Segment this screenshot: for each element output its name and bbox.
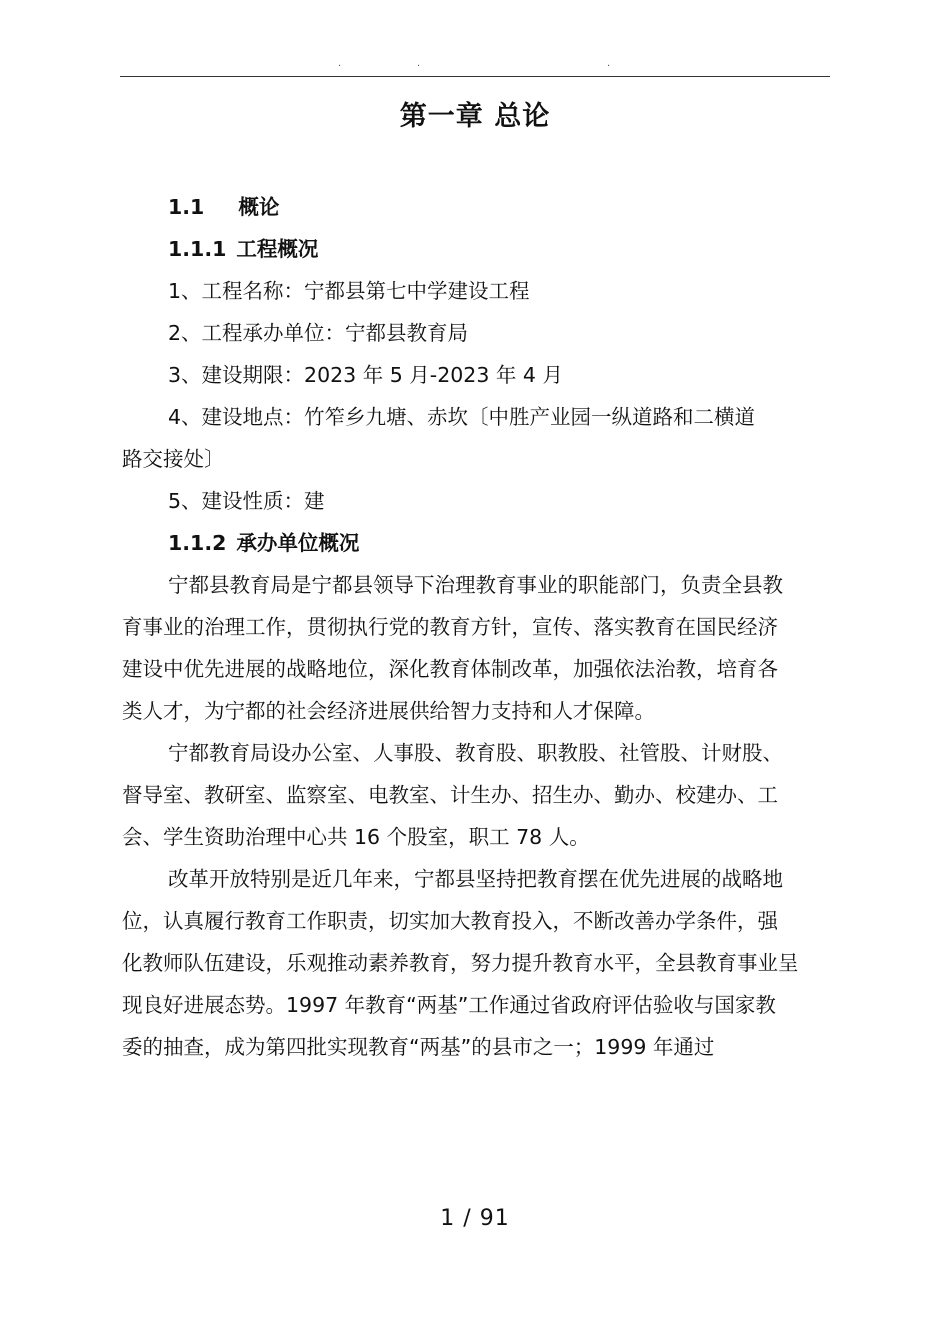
- paragraph-line: 委的抽查，成为第四批实现教育“两基”的县市之一；1999 年通过: [122, 1035, 715, 1059]
- chapter-title: 第一章 总论: [399, 101, 551, 132]
- paragraph-line: 改革开放特别是近几年来，宁都县坚持把教育摆在优先进展的战略地: [168, 867, 783, 891]
- section-number: 1.1.1: [168, 237, 227, 261]
- paragraph-line: 现良好进展态势。1997 年教育“两基”工作通过省政府评估验收与国家教: [122, 993, 776, 1017]
- header-dots: [120, 58, 830, 74]
- paragraph-line: 化教师队伍建设，乐观推动素养教育，努力提升教育水平，全县教育事业呈: [122, 951, 799, 975]
- page-number: 1 / 91: [440, 1206, 510, 1231]
- list-item-project-name: 1、工程名称：宁都县第七中学建设工程: [168, 279, 530, 303]
- list-item-location-continued: 路交接处〕: [122, 447, 225, 471]
- list-item-period: 3、建设期限：2023 年 5 月-2023 年 4 月: [168, 363, 563, 387]
- section-number: 1.1.2: [168, 531, 227, 555]
- list-item-organizer: 2、工程承办单位：宁都县教育局: [168, 321, 469, 345]
- section-title: 工程概况: [236, 237, 319, 261]
- section-title: 概论: [238, 195, 280, 219]
- section-heading-1-1-2: [122, 522, 838, 564]
- paragraph-line: 督导室、教研室、监察室、电教室、计生办、招生办、勤办、校建办、工: [122, 783, 778, 807]
- header-rule: [120, 76, 830, 77]
- list-item-location: 4、建设地点：竹笮乡九塘、赤坎〔中胜产业园一纵道路和二横道: [168, 405, 756, 429]
- paragraph-line: 育事业的治理工作，贯彻执行党的教育方针，宣传、落实教育在国民经济: [122, 615, 778, 639]
- section-number: 1.1: [168, 195, 205, 219]
- paragraph-line: 类人才，为宁都的社会经济进展供给智力支持和人才保障。: [122, 699, 655, 723]
- section-heading-1-1-1: [122, 228, 838, 270]
- paragraph-line: 位，认真履行教育工作职责，切实加大教育投入，不断改善办学条件，强: [122, 909, 778, 933]
- section-heading-1-1: [122, 186, 838, 228]
- section-title: 承办单位概况: [236, 531, 360, 555]
- paragraph-line: 宁都县教育局是宁都县领导下治理教育事业的职能部门，负责全县教: [168, 573, 783, 597]
- document-body: [122, 186, 838, 1068]
- list-item-nature: 5、建设性质：建: [168, 489, 325, 513]
- header-dot: .: [607, 58, 611, 69]
- header-dot: .: [417, 58, 421, 69]
- paragraph-line: 建设中优先进展的战略地位，深化教育体制改革，加强依法治教，培育各: [122, 657, 778, 681]
- paragraph-line: 宁都教育局设办公室、人事股、教育股、职教股、社管股、计财股、: [168, 741, 783, 765]
- header-dot: .: [338, 58, 342, 69]
- paragraph-line: 会、学生资助治理中心共 16 个股室，职工 78 人。: [122, 825, 590, 849]
